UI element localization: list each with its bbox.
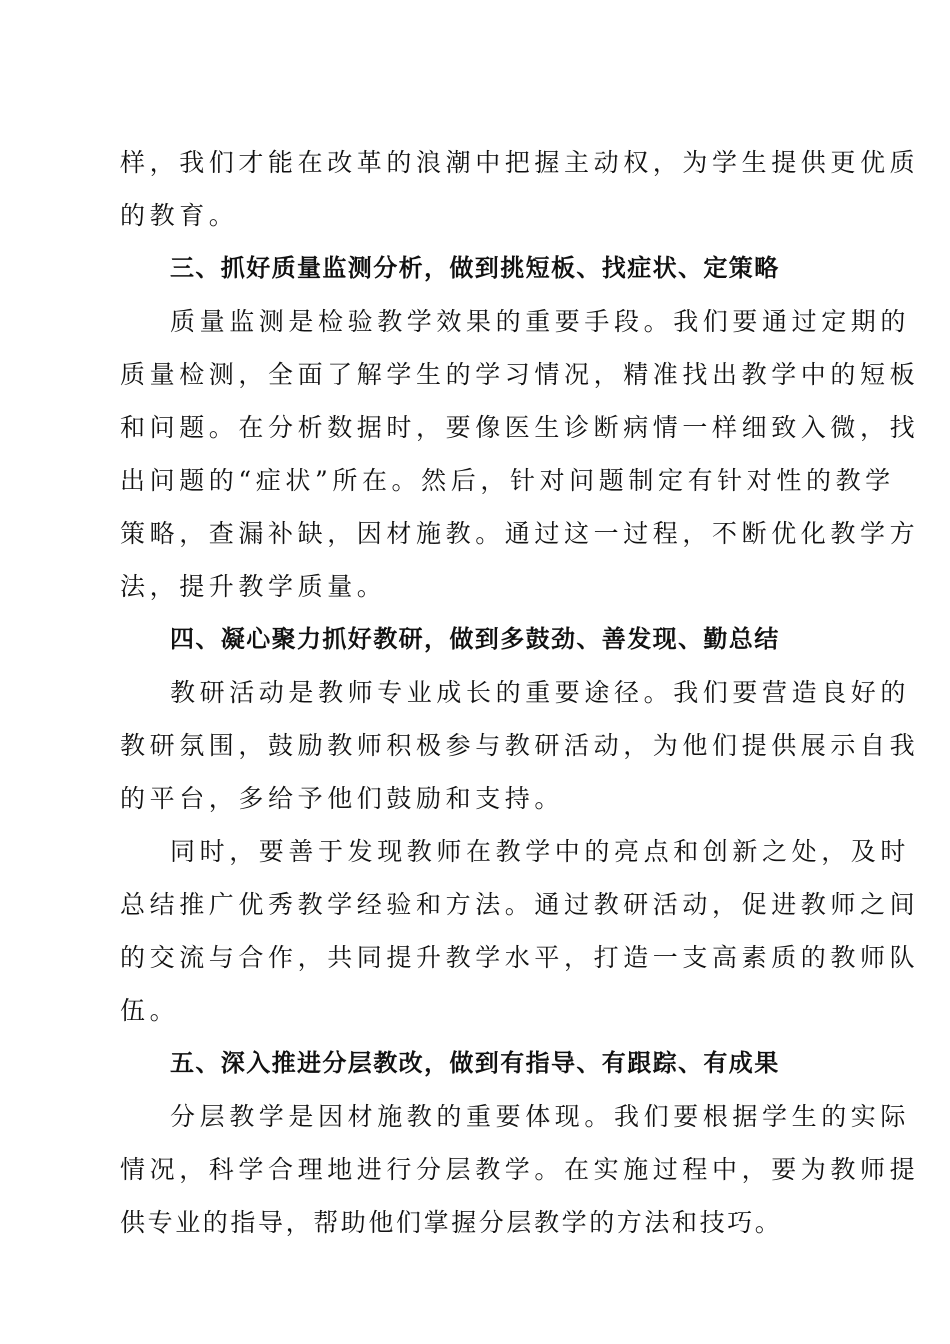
text-line: 情况，科学合理地进行分层教学。在实施过程中，要为教师提: [120, 1155, 920, 1184]
text-line: 样，我们才能在改革的浪潮中把握主动权，为学生提供更优质: [120, 148, 920, 177]
text-line: 分层教学是因材施教的重要体现。我们要根据学生的实际: [170, 1102, 911, 1131]
text-line: 的平台，多给予他们鼓励和支持。: [120, 784, 565, 813]
text-line: 教研活动是教师专业成长的重要途径。我们要营造良好的: [170, 678, 911, 707]
section-heading-3: [120, 242, 830, 295]
text-line: 策略，查漏补缺，因材施教。通过这一过程，不断优化教学方: [120, 519, 920, 548]
paragraph-tiered-teaching: [120, 1090, 920, 1249]
section-heading-5: [120, 1037, 830, 1090]
paragraph-teaching-research: [120, 666, 920, 825]
heading-text: 三、抓好质量监测分析，做到挑短板、找症状、定策略: [170, 254, 780, 282]
text-line: 质量检测，全面了解学生的学习情况，精准找出教学中的短板: [120, 360, 920, 389]
text-line: 教研氛围，鼓励教师积极参与教研活动，为他们提供展示自我: [120, 731, 920, 760]
document-page: [120, 136, 920, 1249]
section-heading-4: [120, 613, 830, 666]
text-line: 和问题。在分析数据时，要像医生诊断病情一样细致入微，找: [120, 413, 920, 442]
paragraph-meanwhile: [120, 825, 920, 1037]
text-line: 伍。: [120, 996, 180, 1025]
text-line: 总结推广优秀教学经验和方法。通过教研活动，促进教师之间: [120, 890, 920, 919]
heading-text: 四、凝心聚力抓好教研，做到多鼓劲、善发现、勤总结: [170, 625, 780, 653]
heading-text: 五、深入推进分层教改，做到有指导、有跟踪、有成果: [170, 1049, 780, 1077]
text-line: 的交流与合作，共同提升教学水平，打造一支高素质的教师队: [120, 943, 920, 972]
text-line: 质量监测是检验教学效果的重要手段。我们要通过定期的: [170, 307, 911, 336]
paragraph-continuation: [120, 136, 920, 242]
text-line: 供专业的指导，帮助他们掌握分层教学的方法和技巧。: [120, 1208, 783, 1237]
text-line: 同时，要善于发现教师在教学中的亮点和创新之处，及时: [170, 837, 911, 866]
text-line: 法，提升教学质量。: [120, 572, 387, 601]
text-line: 的教育。: [120, 201, 239, 230]
text-line: 出问题的“症状”所在。然后，针对问题制定有针对性的教学: [120, 466, 895, 495]
paragraph-quality-monitoring: [120, 295, 920, 613]
